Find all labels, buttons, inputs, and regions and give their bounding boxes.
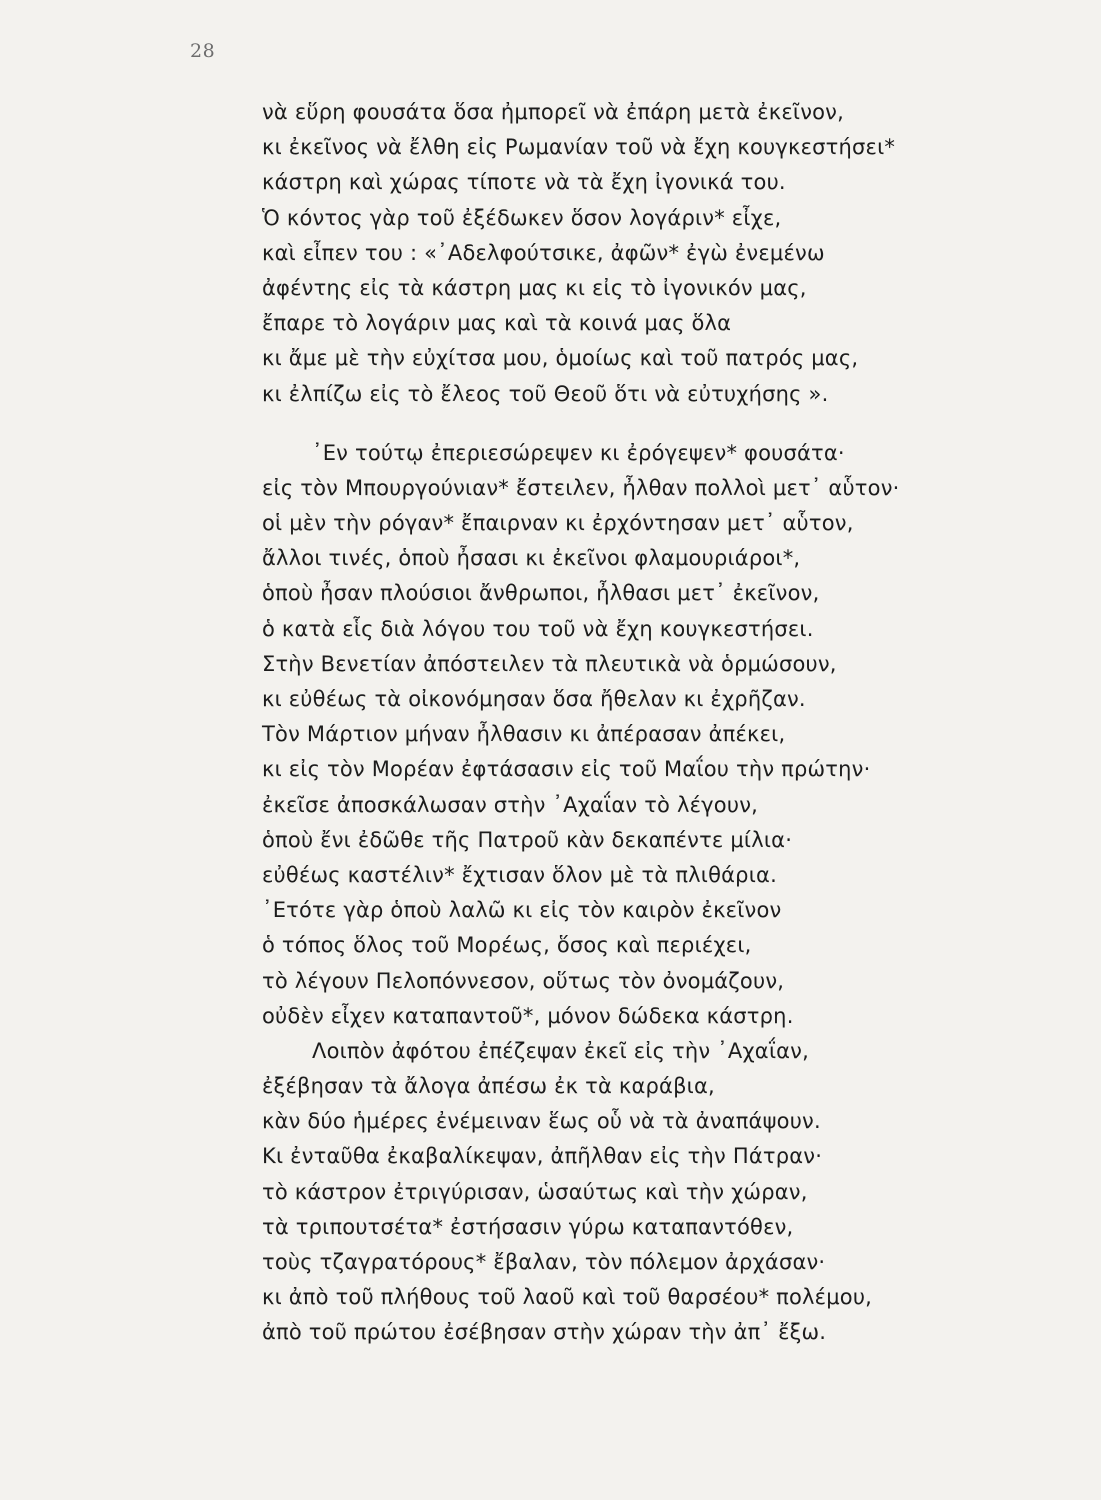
verse-line: τὰ τριπουτσέτα* ἐστήσασιν γύρω καταπαντόθεν, <box>262 1214 794 1239</box>
verse-line: ᾿Εν τούτῳ ἐπεριεσώρεψεν κι ἐρόγεψεν* φουσάτα· <box>312 440 845 465</box>
verse-line: ἐξέβησαν τὰ ἄλογα ἀπέσω ἐκ τὰ καράβια, <box>262 1074 715 1099</box>
verse-line: κι εὐθέως τὰ οἰκονόμησαν ὅσα ἤθελαν κι ἐχρῆζαν. <box>262 687 806 711</box>
page-number: 28 <box>190 40 216 62</box>
verse-line: Στὴν Βενετίαν ἀπόστειλεν τὰ πλευτικὰ νὰ ὁρμώσουν, <box>262 651 837 676</box>
verse-line: τὸ λέγουν Πελοπόννεσον, οὕτως τὸν ὀνομάζουν, <box>262 968 785 993</box>
verse-line: κι ἀπὸ τοῦ πλήθους τοῦ λαοῦ καὶ τοῦ θαρσέου* πολέμου, <box>262 1285 873 1310</box>
verse-line: ἔπαρε τὸ λογάριν μας καὶ τὰ κοινά μας ὅλα <box>262 311 732 336</box>
verse-line: κι εἰς τὸν Μορέαν ἐφτάσασιν εἰς τοῦ Μαΐου τὴν πρώτην· <box>262 757 871 782</box>
verse-line: κι ἐλπίζω εἰς τὸ ἔλεος τοῦ Θεοῦ ὅτι νὰ εὐτυχήσης ». <box>262 381 829 406</box>
verse-line: ἄλλοι τινές, ὁποὺ ἦσασι κι ἐκεῖνοι φλαμουριάροι*, <box>262 546 801 571</box>
verse-line: ἐκεῖσε ἀποσκάλωσαν στὴν ᾿Αχαΐαν τὸ λέγουν, <box>262 792 758 817</box>
verse-line: ᾿Ετότε γὰρ ὁποὺ λαλῶ κι εἰς τὸν καιρὸν ἐκεῖνον <box>262 898 782 923</box>
verse-line: ἀφέντης εἰς τὰ κάστρη μας κι εἰς τὸ ἰγονικόν μας, <box>262 275 807 300</box>
verse-line: τοὺς τζαγρατόρους* ἔβαλαν, τὸν πόλεμον ἀρχάσαν· <box>262 1250 826 1274</box>
verse-line: Τὸν Μάρτιον μήναν ἦλθασιν κι ἀπέρασαν ἀπέκει, <box>262 722 786 747</box>
verse-line: Κι ἐνταῦθα ἐκαβαλίκεψαν, ἀπῆλθαν εἰς τὴν Πάτραν· <box>262 1144 823 1169</box>
verse-line: ὁ τόπος ὅλος τοῦ Μορέως, ὅσος καὶ περιέχει, <box>262 933 752 958</box>
verse-line: καὶ εἶπεν του : «᾿Αδελφούτσικε, ἀφῶν* ἐγὼ ἐνεμένω <box>262 240 825 265</box>
verse-line: εἰς τὸν Μπουργούνιαν* ἔστειλεν, ἦλθαν πολλοὶ μετ᾿ αὗτον· <box>262 475 900 500</box>
verse-line: νὰ εὕρη φουσάτα ὅσα ἠμπορεῖ νὰ ἐπάρη μετὰ ἐκεῖνον, <box>262 100 844 124</box>
verse-line: κὰν δύο ἡμέρες ἐνέμειναν ἕως οὗ νὰ τὰ ἀναπάψουν. <box>262 1109 821 1134</box>
verse-line: Ὁ κόντος γὰρ τοῦ ἐξέδωκεν ὅσον λογάριν* εἶχε, <box>262 205 782 230</box>
verse-line: κι ἐκεῖνος νὰ ἔλθη εἰς Ρωμανίαν τοῦ νὰ ἔχη κουγκεστήσει* <box>262 135 896 160</box>
verse-line: τὸ κάστρον ἐτριγύρισαν, ὡσαύτως καὶ τὴν χώραν, <box>262 1179 808 1204</box>
verse-line: ὁποὺ ἦσαν πλούσιοι ἄνθρωποι, ἦλθασι μετ᾿ ἐκεῖνον, <box>262 581 820 606</box>
verse-line: ἀπὸ τοῦ πρώτου ἐσέβησαν στὴν χώραν τὴν ἀπ᾿ ἔξω. <box>262 1320 827 1345</box>
verse-line: ὁ κατὰ εἷς διὰ λόγου του τοῦ νὰ ἔχη κουγκεστήσει. <box>262 616 814 641</box>
poem-text <box>262 95 982 1351</box>
verse-line: Λοιπὸν ἀφότου ἐπέζεψαν ἐκεῖ εἰς τὴν ᾿Αχαΐαν, <box>312 1038 809 1063</box>
verse-line: ὁποὺ ἔνι ἐδῶθε τῆς Πατροῦ κὰν δεκαπέντε μίλια· <box>262 827 793 852</box>
verse-line: οὐδὲν εἶχεν καταπαντοῦ*, μόνον δώδεκα κάστρη. <box>262 1003 794 1028</box>
stanza <box>262 436 982 1351</box>
verse-line: εὐθέως καστέλιν* ἔχτισαν ὅλον μὲ τὰ πλιθάρια. <box>262 862 777 887</box>
verse-line: κάστρη καὶ χώρας τίποτε νὰ τὰ ἔχη ἰγονικά του. <box>262 170 786 195</box>
verse-line: κι ἄμε μὲ τὴν εὐχίτσα μου, ὁμοίως καὶ τοῦ πατρός μας, <box>262 346 859 371</box>
stanza <box>262 95 982 412</box>
verse-line: οἱ μὲν τὴν ρόγαν* ἔπαιρναν κι ἐρχόντησαν μετ᾿ αὗτον, <box>262 511 854 536</box>
